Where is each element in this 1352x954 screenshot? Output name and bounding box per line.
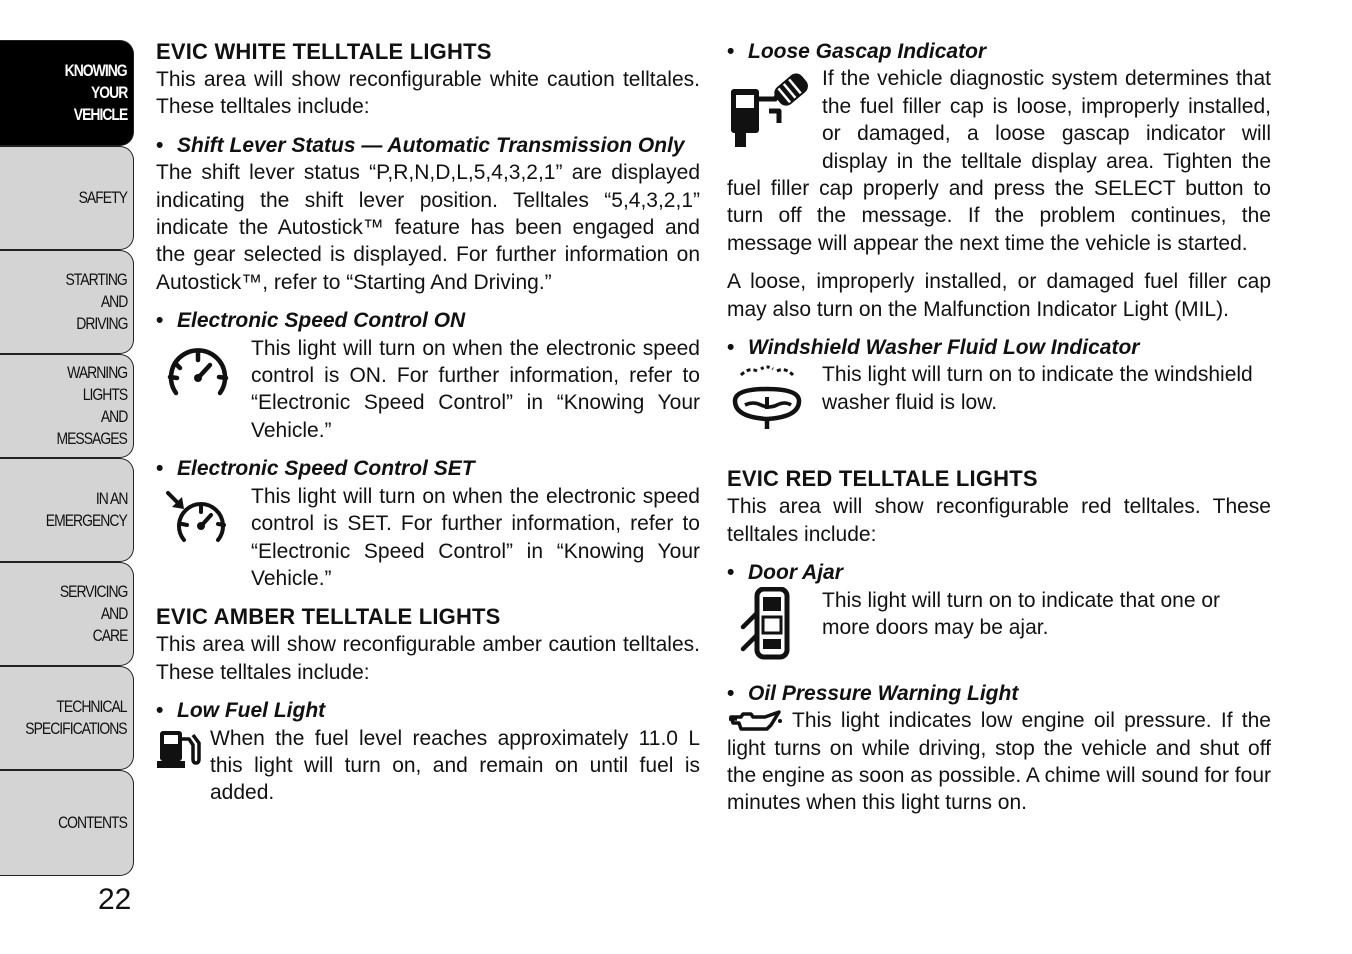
tab-servicing-and-care[interactable] xyxy=(0,562,134,666)
low-fuel-body: When the fuel level reaches approximately 11.0 L this light will turn on, and remain on until fuel is added. xyxy=(210,726,700,805)
tab-label: IN AN xyxy=(95,489,127,508)
tab-contents[interactable] xyxy=(0,770,134,876)
tab-label: AND xyxy=(100,407,127,426)
amber-intro: This area will show reconfigurable amber caution telltales. These telltales include: xyxy=(156,633,700,684)
bullet-title: Loose Gascap Indicator xyxy=(748,40,987,63)
gascap-extra: A loose, improperly installed, or damaged fuel filler cap may also turn on the Malfunction Indicator Light (MIL). xyxy=(727,270,1271,321)
washer-fluid-icon xyxy=(727,361,807,431)
tab-label: AND xyxy=(100,292,127,311)
tab-knowing-your-vehicle[interactable] xyxy=(0,40,134,146)
gascap-icon xyxy=(727,71,813,161)
bullet-title: Windshield Washer Fluid Low Indicator xyxy=(748,336,1140,360)
tab-label: SERVICING xyxy=(59,582,127,601)
door-body: This light will turn on to indicate that one or more doors may be ajar. xyxy=(822,588,1221,640)
door-ajar-icon xyxy=(737,587,797,663)
tab-label: MESSAGES xyxy=(56,429,127,448)
bullet-esc-on: • Electronic Speed Control ON xyxy=(156,307,700,334)
esc-on-body: This light will turn on when the electronic speed control is ON. For further information, refer to “Electronic Speed Control” in “Knowing Your Vehicle.” xyxy=(251,336,700,442)
esc-on-block xyxy=(156,335,700,445)
tab-starting-and-driving[interactable] xyxy=(0,250,134,354)
shift-body: The shift lever status “P,R,N,D,L,5,4,3,2,1” are displayed indicating the shift lever position. Telltales “5,4,3,2,1” indicate the Autostick™ feature has been engaged and the gear selected is displayed. For further information on Autostick™, refer to “Starting And Driving.” xyxy=(156,161,700,294)
low-fuel-block xyxy=(156,725,700,807)
section-heading-amber: EVIC AMBER TELLTALE LIGHTS xyxy=(156,604,501,630)
tab-label: EMERGENCY xyxy=(45,511,127,530)
bullet-title: Electronic Speed Control SET xyxy=(177,457,475,481)
tab-label: WARNING xyxy=(67,363,127,382)
tab-in-an-emergency[interactable] xyxy=(0,458,134,562)
door-block xyxy=(727,587,1271,669)
bullet-esc-set: • Electronic Speed Control SET xyxy=(156,455,700,482)
tab-label: DRIVING xyxy=(75,314,127,333)
oil-can-icon xyxy=(727,709,783,735)
speedometer-set-icon xyxy=(162,487,232,549)
left-column xyxy=(156,38,700,807)
page-number: 22 xyxy=(98,883,132,916)
bullet-title: Low Fuel Light xyxy=(177,699,326,723)
washer-body: This light will turn on to indicate the windshield washer fluid is low. xyxy=(822,363,1253,414)
bullet-door-ajar: • Door Ajar xyxy=(727,559,1271,586)
tab-warning-lights-and-messages[interactable] xyxy=(0,354,134,458)
right-column xyxy=(727,38,1271,817)
gascap-body: If the vehicle diagnostic system determines that the fuel filler cap is loose, improperly installed, or damaged, a loose gascap indicator will display in the telltale display area. Tighten the fuel filler cap properly and press the SELECT button to turn off the message. If the problem continues, the message will appear the next time the vehicle is started. xyxy=(727,67,1271,255)
bullet-title: Oil Pressure Warning Light xyxy=(748,681,1019,705)
tab-safety[interactable] xyxy=(0,146,134,250)
tab-label: CONTENTS xyxy=(58,813,127,832)
tab-label: AND xyxy=(100,604,127,623)
bullet-gascap: • Loose Gascap Indicator xyxy=(727,38,1271,65)
oil-body: This light indicates low engine oil pressure. If the light turns on while driving, stop the vehicle and shut off the engine as soon as possible. A chime will sound for four minutes when this light turns on. xyxy=(727,709,1271,815)
esc-set-block xyxy=(156,483,700,593)
bullet-title: Electronic Speed Control ON xyxy=(177,309,466,333)
tab-label: STARTING xyxy=(65,270,127,289)
tab-label: SAFETY xyxy=(78,188,127,207)
gascap-block xyxy=(727,65,1271,257)
section-heading-white: EVIC WHITE TELLTALE LIGHTS xyxy=(156,39,492,64)
bullet-title: Door Ajar xyxy=(748,561,843,585)
tab-technical-specifications[interactable] xyxy=(0,666,134,770)
red-intro: This area will show reconfigurable red telltales. These telltales include: xyxy=(727,495,1271,546)
tab-label: LIGHTS xyxy=(82,385,127,404)
speedometer-icon xyxy=(162,341,232,403)
bullet-oil-pressure: • Oil Pressure Warning Light xyxy=(727,680,1271,707)
fuel-pump-icon xyxy=(156,727,202,773)
oil-block xyxy=(727,707,1271,817)
bullet-title: Shift Lever Status — Automatic Transmission Only xyxy=(177,133,685,157)
tab-label: CARE xyxy=(92,626,127,645)
tab-label: SPECIFICATIONS xyxy=(25,719,127,738)
washer-block xyxy=(727,361,1271,445)
esc-set-body: This light will turn on when the electronic speed control is SET. For further information, refer to “Electronic Speed Control” in “Knowing Your Vehicle.” xyxy=(251,484,700,590)
tab-label: VEHICLE xyxy=(73,105,127,124)
bullet-shift-lever: • Shift Lever Status — Automatic Transmission Only xyxy=(156,132,700,159)
tab-label: TECHNICAL xyxy=(56,697,127,716)
tab-label: KNOWING xyxy=(64,61,127,80)
tab-label: YOUR xyxy=(90,83,127,102)
section-heading-red: EVIC RED TELLTALE LIGHTS xyxy=(727,466,1038,492)
white-intro: This area will show reconfigurable white caution telltales. These telltales include: xyxy=(156,68,700,119)
bullet-washer: • Windshield Washer Fluid Low Indicator xyxy=(727,334,1271,361)
bullet-low-fuel: • Low Fuel Light xyxy=(156,697,700,724)
